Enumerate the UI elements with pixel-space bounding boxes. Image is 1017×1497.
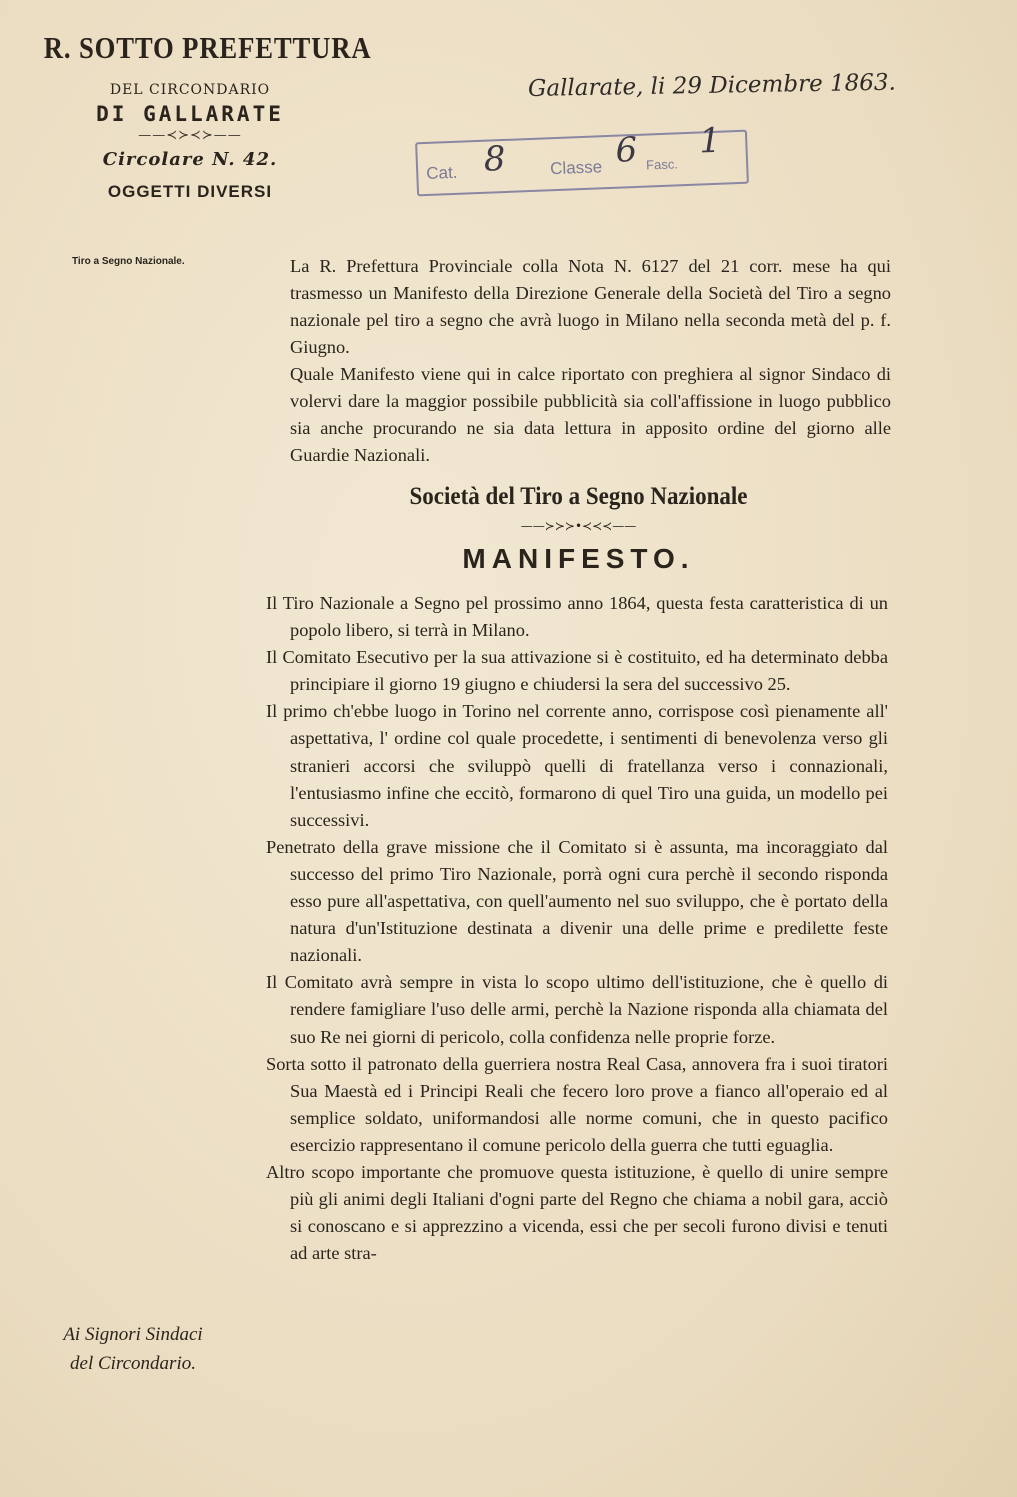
letterhead [20, 30, 372, 202]
manifesto-paragraph: Il primo ch'ebbe luogo in Torino nel corrente anno, corrispose così pienamente all' aspettativa, l' ordine col quale procedette, i sentimenti di benevolenza verso gli stranieri accorsi che sviluppò quelli di fratellanza verso i connazionali, l'entusiasmo infine che eccitò, formarono di quel Tiro una guida, un modello pei successivi. [266, 701, 888, 830]
manifesto-paragraph: Il Comitato avrà sempre in vista lo scopo ultimo dell'istituzione, che è quello di rendere famigliare l'uso delle armi, perchè la Nazione risponda alla chiamata del suo Re nei giorni di pericolo, colla confidenza nelle proprie forze. [266, 972, 888, 1047]
district-prefix: DEL CIRCONDARIO [109, 82, 271, 98]
manifesto-title: MANIFESTO. [462, 543, 695, 574]
addressee-line: del Circondario. [70, 1353, 196, 1374]
addressee [28, 1320, 238, 1378]
stamp-classe-label: Classe [549, 157, 603, 179]
subject-heading: OGGETTI DIVERSI [107, 182, 273, 201]
manifesto-paragraph: Sorta sotto il patronato della guerriera nostra Real Casa, annovera fra i suoi tiratori Sua Maestà ed i Principi Reali che fecero loro prove a fianco all'operaio ed al semplice soldato, uniformandosi alle norme comuni, che in questo pacifico esercizio rappresentano il comune pericolo della guerra che tutti eguaglia. [266, 1053, 888, 1155]
intro-paragraph: Quale Manifesto viene qui in calce riportato con preghiera al signor Sindaco di volervi dare la maggior possibile pubblicità sia coll'affissione in luogo pubblico sia anche procurando ne sia data lettura in apposito ordine del giorno alle Guardie Nazionali. [290, 364, 891, 465]
intro-text [266, 253, 891, 469]
addressee-line: Ai Signori Sindaci [63, 1324, 203, 1345]
stamp-classe-value: 6 [614, 129, 638, 171]
stamp-fasc-label: Fasc. [645, 156, 679, 173]
side-note: Tiro a Segno Nazionale. [72, 256, 185, 267]
ornament-divider: ——≺≻≺≻—— [138, 128, 242, 143]
district-name: DI GALLARATE [96, 102, 284, 126]
office-title: R. SOTTO PREFETTURA [43, 30, 372, 65]
stamp-fasc-value: 1 [698, 120, 722, 162]
stamp-cat-label: Cat. [425, 162, 458, 183]
section-title: Società del Tiro a Segno Nazionale [409, 483, 748, 510]
manifesto-paragraph: Altro scopo importante che promuove questa istituzione, è quello di unire sempre più gli animi degli Italiani d'ogni parte del Regno che chiama a nobil gara, acciò si conoscano e si apprezzino a vicenda, essi che per secoli furono divisi e tenuti ad arte stra- [266, 1161, 888, 1264]
date-line: Gallarate, li 29 Dicembre 1863. [527, 69, 897, 102]
circular-number: Circolare N. 42. [102, 149, 278, 170]
manifesto-paragraph: Penetrato della grave missione che il Comitato si è assunta, ma incoraggiato dal successo del primo Tiro Nazionale, porrà ogni cura perchè il secondo risponda esso pure all'aspettativa, con quell'aumento nel suo sviluppo, che è portato della natura d'un'Istituzione destinata a divenir una delle prime e predilette feste nazionali. [266, 836, 888, 966]
archive-stamp [415, 120, 749, 197]
section-ornament: ——≻≻≻•≺≺≺—— [520, 519, 637, 533]
manifesto-text [266, 590, 888, 1267]
stamp-cat-value: 8 [483, 138, 507, 180]
manifesto-paragraph: Il Tiro Nazionale a Segno pel prossimo anno 1864, questa festa caratteristica di un popolo libero, si terrà in Milano. [266, 593, 888, 641]
manifesto-paragraph: Il Comitato Esecutivo per la sua attivazione si è costituito, ed ha determinato debba principiare il giorno 19 giugno e chiudersi la sera del successivo 25. [266, 647, 888, 695]
intro-paragraph: La R. Prefettura Provinciale colla Nota N. 6127 del 21 corr. mese ha qui trasmesso un Manifesto della Direzione Generale della Società del Tiro a segno nazionale pel tiro a segno che avrà luogo in Milano nella seconda metà del p. f. Giugno. [290, 256, 891, 357]
